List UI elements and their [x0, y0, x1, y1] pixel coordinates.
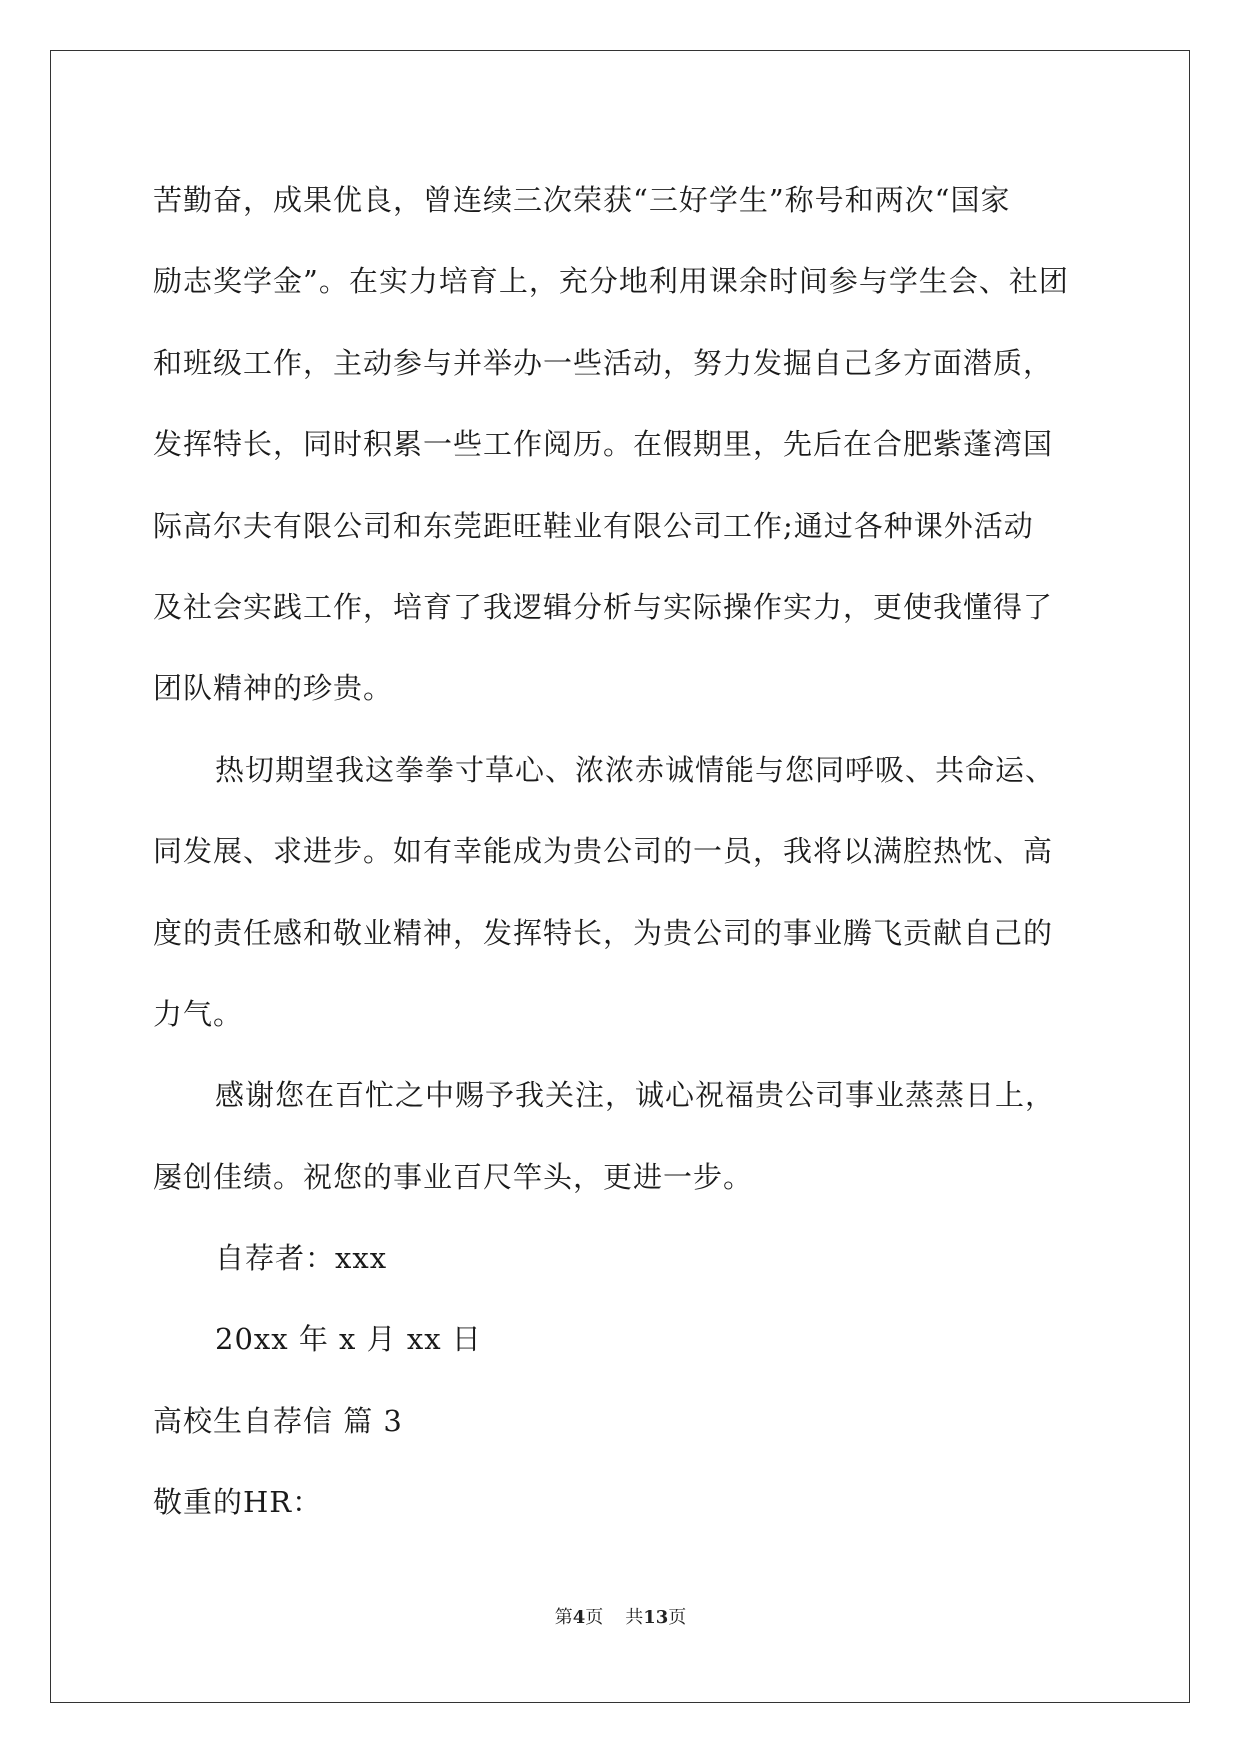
page-number: 4 — [572, 1607, 586, 1628]
page-total: 13 — [643, 1607, 669, 1628]
text-line: 际高尔夫有限公司和东莞距旺鞋业有限公司工作;通过各种课外活动 — [153, 508, 1034, 543]
text-line: 团队精神的珍贵。 — [153, 671, 394, 706]
paragraph-2 — [153, 730, 1089, 1056]
page-footer — [0, 1603, 1241, 1629]
document-body — [153, 160, 1089, 1544]
date: 20xx 年 x 月 xx 日 — [215, 1322, 482, 1357]
page-prefix: 第 — [554, 1607, 573, 1628]
text-line: 度的责任感和敬业精神，发挥特长，为贵公司的事业腾飞贡献自己的 — [153, 915, 1054, 950]
text-line: 和班级工作，主动参与并举办一些活动，努力发掘自己多方面潜质， — [153, 345, 1054, 380]
text-line: 力气。 — [153, 996, 244, 1031]
text-line: 苦勤奋，成果优良，曾连续三次荣获“三好学生”称号和两次“国家 — [153, 183, 1011, 217]
signature: 自荐者：xxx — [215, 1241, 388, 1276]
text-line: 发挥特长，同时积累一些工作阅历。在假期里，先后在合肥紫蓬湾国 — [153, 427, 1054, 462]
paragraph-1 — [153, 160, 1089, 730]
text-line: 同发展、求进步。如有幸能成为贵公司的一员，我将以满腔热忱、高 — [153, 834, 1054, 869]
salutation: 敬重的HR： — [153, 1485, 323, 1520]
total-prefix: 共 — [625, 1607, 644, 1628]
section-title: 高校生自荐信 篇 3 — [153, 1403, 403, 1438]
paragraph-3 — [153, 1055, 1089, 1218]
text-line: 屡创佳绩。祝您的事业百尺竿头，更进一步。 — [153, 1159, 754, 1194]
page-suffix: 页 — [585, 1607, 604, 1628]
text-line: 励志奖学金”。在实力培育上，充分地利用课余时间参与学生会、社团 — [153, 264, 1069, 299]
text-line: 及社会实践工作，培育了我逻辑分析与实际操作实力，更使我懂得了 — [153, 589, 1054, 624]
text-line: 感谢您在百忙之中赐予我关注，诚心祝福贵公司事业蒸蒸日上， — [215, 1078, 1056, 1113]
total-suffix: 页 — [668, 1607, 687, 1628]
text-line: 热切期望我这拳拳寸草心、浓浓赤诚情能与您同呼吸、共命运、 — [215, 752, 1056, 787]
